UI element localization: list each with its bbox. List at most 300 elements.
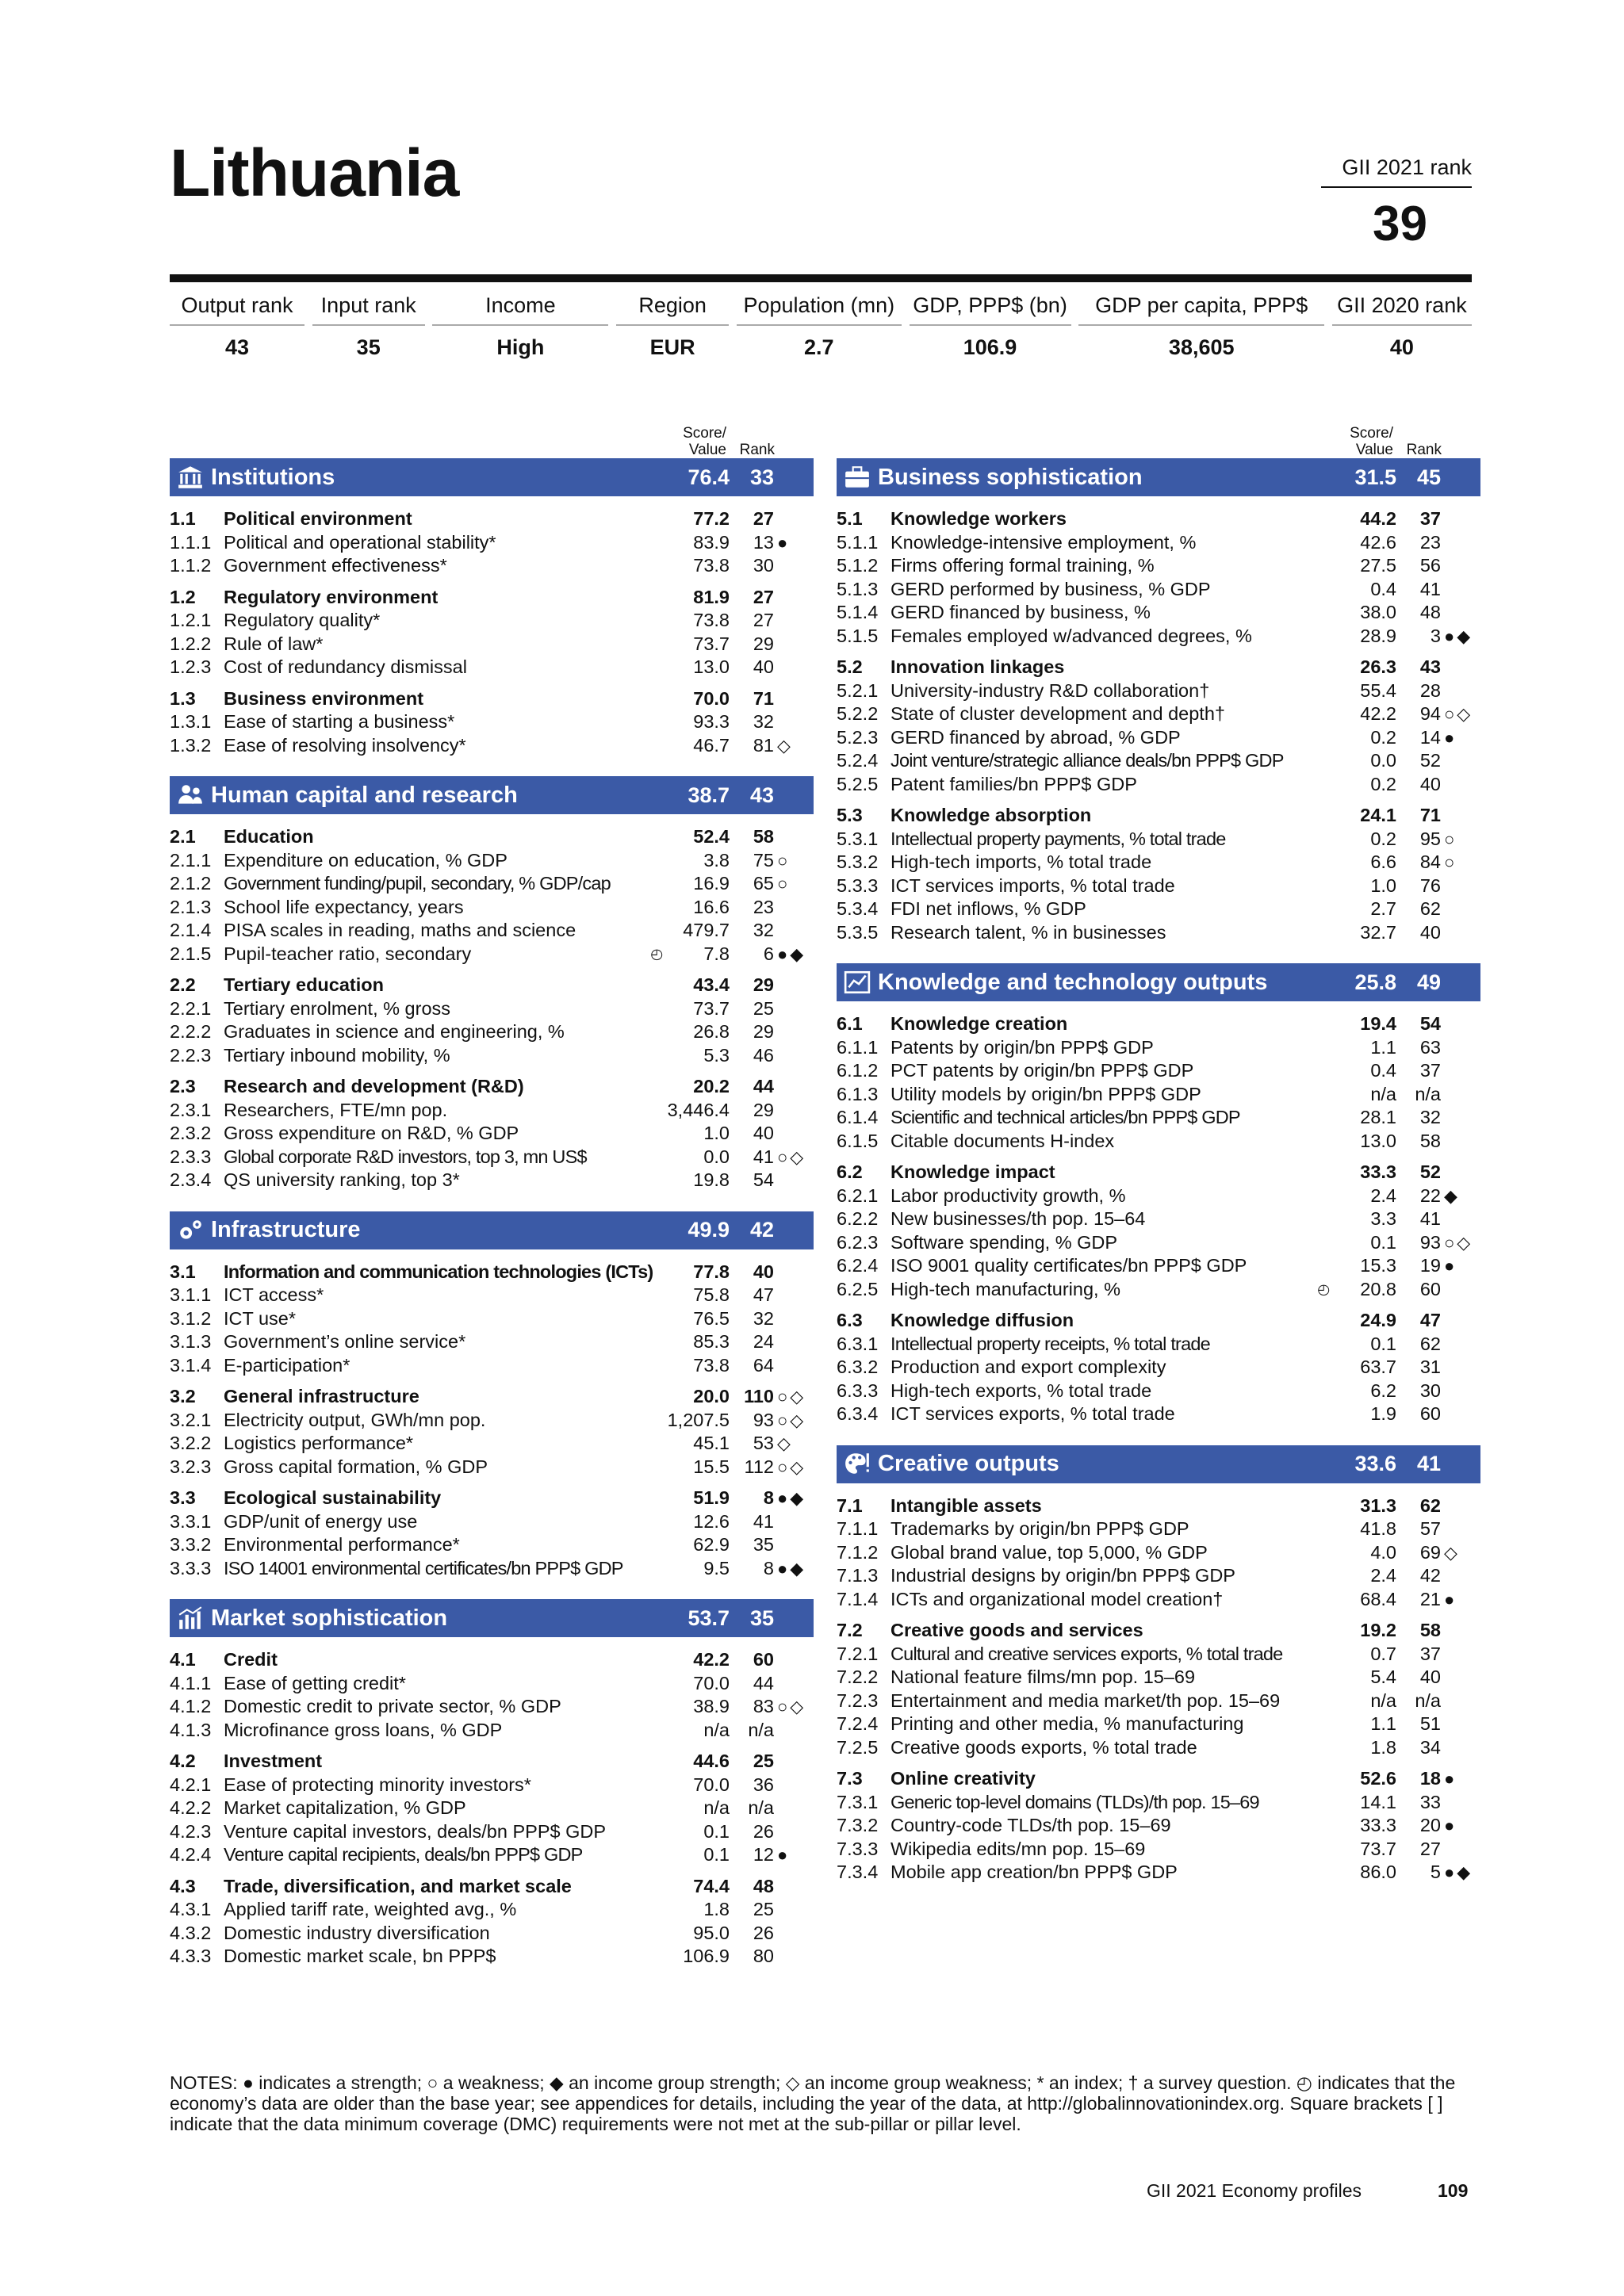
indicator-code: 5.1 — [837, 508, 863, 529]
indicator-code: 6.3.1 — [837, 1333, 879, 1354]
indicator-name: Firms offering formal training, % — [891, 555, 1155, 576]
indicator-name: Gross capital formation, % GDP — [224, 1456, 488, 1477]
pillar-header — [170, 1599, 814, 1637]
indicator-rank: 65 — [753, 873, 774, 894]
indicator-code: 4.3.3 — [170, 1946, 212, 1966]
indicator-name: Females employed w/advanced degrees, % — [891, 625, 1252, 646]
indicator-score: 15.3 — [1360, 1255, 1396, 1276]
indicator-score: 73.8 — [693, 1354, 730, 1376]
indicator-rank: 84 — [1419, 851, 1441, 872]
indicator-row — [170, 656, 814, 679]
indicator-score: 12.6 — [693, 1510, 730, 1532]
indicator-rank: 51 — [1419, 1713, 1441, 1734]
indicator-name: Market capitalization, % GDP — [224, 1797, 466, 1818]
indicator-code: 3.3.1 — [170, 1510, 212, 1532]
indicator-score: 73.7 — [693, 997, 730, 1019]
sub-pillar-row — [170, 1385, 814, 1409]
indicator-row — [837, 897, 1480, 921]
pillar-score: 33.6 — [1354, 1452, 1396, 1475]
indicator-score: 46.7 — [693, 734, 730, 756]
indicator-rank: 60 — [1419, 1278, 1441, 1299]
indicator-code: 3.3 — [170, 1487, 196, 1508]
indicator-score: 19.8 — [693, 1169, 730, 1190]
indicator-name: Domestic market scale, bn PPP$ — [224, 1946, 496, 1966]
indicator-score: 77.8 — [693, 1261, 730, 1282]
sub-pillar-row — [170, 507, 814, 531]
indicator-rank: 112 — [744, 1456, 774, 1477]
indicator-name: Microfinance gross loans, % GDP — [224, 1719, 503, 1740]
indicator-code: 6.1 — [837, 1013, 863, 1034]
indicator-row — [170, 1719, 814, 1743]
indicator-rank: 81 — [753, 734, 774, 756]
indicator-code: 6.1.2 — [837, 1060, 879, 1081]
sub-pillar-row — [170, 1261, 814, 1284]
indicator-code: 4.1 — [170, 1649, 196, 1670]
indicator-rank: 40 — [753, 656, 774, 677]
indicator-name: Software spending, % GDP — [891, 1231, 1118, 1253]
indicator-name: Gross expenditure on R&D, % GDP — [224, 1123, 519, 1143]
pillar-human_capital — [170, 776, 814, 1192]
indicator-row — [837, 625, 1480, 649]
indicator-rank: 32 — [1419, 1107, 1441, 1127]
indicator-score: 93.3 — [693, 711, 730, 732]
indicator-score: 479.7 — [683, 920, 730, 940]
indicator-row — [837, 1083, 1480, 1107]
pillar-score: 38.7 — [688, 783, 730, 807]
pillar-score: 76.4 — [688, 465, 730, 489]
indicator-rank: 37 — [1419, 1060, 1441, 1081]
pillar-name: Creative outputs — [878, 1451, 1059, 1476]
indicator-name: Applied tariff rate, weighted avg., % — [224, 1899, 517, 1919]
indicator-rank: n/a — [1415, 1689, 1441, 1711]
indicator-score: 0.1 — [703, 1844, 730, 1865]
summary-value: 35 — [356, 335, 381, 359]
indicator-code: 4.2.4 — [170, 1844, 212, 1865]
indicator-score: 0.2 — [1370, 726, 1396, 748]
indicator-code: 7.1.2 — [837, 1541, 879, 1563]
strength-weakness-marker: ● — [1444, 1589, 1457, 1609]
indicator-rank: 47 — [1419, 1310, 1441, 1330]
indicator-row — [170, 1099, 814, 1123]
summary-table — [170, 289, 1472, 360]
indicator-row — [837, 1736, 1480, 1760]
indicator-rank: 56 — [1419, 555, 1441, 576]
indicator-score: 20.0 — [693, 1386, 730, 1406]
indicator-score: 13.0 — [1360, 1130, 1396, 1151]
indicator-code: 5.1.5 — [837, 625, 879, 646]
indicator-name: High-tech exports, % total trade — [891, 1380, 1152, 1401]
strength-weakness-marker: ● — [1444, 1769, 1457, 1789]
sub-pillar-row — [170, 586, 814, 610]
indicator-name: GDP/unit of energy use — [224, 1510, 418, 1532]
indicator-score: 16.6 — [693, 896, 730, 917]
strength-weakness-marker: ○◇ — [777, 1697, 806, 1716]
pillar-name: Institutions — [211, 464, 335, 490]
summary-label: Input rank — [312, 289, 425, 326]
indicator-code: 7.2.4 — [837, 1713, 879, 1734]
indicator-rank: 40 — [753, 1123, 774, 1143]
indicator-rank: 62 — [1419, 1333, 1441, 1354]
indicator-name: University-industry R&D collaboration† — [891, 679, 1210, 701]
indicator-score: 0.4 — [1370, 578, 1396, 599]
summary-value: High — [496, 335, 545, 359]
pillar-institutions — [170, 458, 814, 757]
strength-weakness-marker: ● — [777, 1845, 791, 1865]
indicator-rank: 93 — [753, 1409, 774, 1430]
indicator-code: 7.2.2 — [837, 1667, 879, 1687]
indicator-name: Creative goods and services — [891, 1620, 1143, 1640]
summary-cell — [312, 289, 425, 360]
indicator-name: Generic top-level domains (TLDs)/th pop. 15–69 — [891, 1791, 1259, 1812]
indicator-row — [837, 851, 1480, 874]
indicator-rank: 58 — [1419, 1620, 1441, 1640]
indicator-code: 1.2.3 — [170, 656, 212, 677]
indicator-row — [170, 1409, 814, 1433]
indicator-row — [837, 578, 1480, 602]
indicator-rank: 71 — [753, 687, 774, 709]
indicator-score: 6.2 — [1370, 1380, 1396, 1401]
indicator-code: 5.2.1 — [837, 679, 879, 701]
indicator-row — [170, 849, 814, 873]
gii-rank-box — [1321, 155, 1472, 252]
indicator-score: 73.7 — [693, 633, 730, 654]
indicator-name: Tertiary education — [224, 974, 384, 995]
indicator-score: 20.8 — [1360, 1278, 1396, 1299]
indicator-rank: 48 — [753, 1875, 774, 1896]
summary-cell — [1332, 289, 1472, 360]
indicator-code: 5.2.2 — [837, 703, 879, 724]
indicator-code: 6.3 — [837, 1310, 863, 1330]
pillar-rank: 42 — [749, 1218, 774, 1242]
indicator-code: 1.2.1 — [170, 610, 212, 630]
indicator-name: Cultural and creative services exports, % total trade — [891, 1643, 1283, 1664]
indicator-rank: 40 — [1419, 921, 1441, 943]
indicator-row — [170, 1820, 814, 1844]
indicator-rank: 62 — [1419, 1494, 1441, 1516]
pillar-header — [170, 1211, 814, 1249]
indicator-rank: 75 — [753, 849, 774, 871]
indicator-score: 42.2 — [1360, 703, 1396, 724]
indicator-name: PCT patents by origin/bn PPP$ GDP — [891, 1060, 1194, 1081]
summary-label: GDP, PPP$ (bn) — [910, 289, 1071, 326]
indicator-rank: 40 — [753, 1261, 774, 1282]
indicator-rank: 54 — [1419, 1013, 1441, 1034]
indicator-name: Trademarks by origin/bn PPP$ GDP — [891, 1518, 1189, 1539]
indicator-rank: 27 — [753, 508, 774, 529]
strength-weakness-marker: ○ — [777, 850, 791, 871]
pillar-score: 49.9 — [688, 1218, 730, 1242]
indicator-name: Credit — [224, 1649, 278, 1670]
indicator-rank: 32 — [753, 920, 774, 940]
indicator-rank: 58 — [753, 826, 774, 847]
indicator-rank: 41 — [1419, 1208, 1441, 1229]
indicator-name: PISA scales in reading, maths and science — [224, 920, 576, 940]
indicator-rank: 25 — [753, 1751, 774, 1771]
indicator-name: School life expectancy, years — [224, 896, 464, 917]
indicator-score: 3,446.4 — [667, 1099, 730, 1120]
sub-pillar-row — [170, 1075, 814, 1099]
indicator-score: 44.6 — [693, 1751, 730, 1771]
indicator-rank: 83 — [753, 1696, 774, 1716]
indicator-code: 6.1.1 — [837, 1036, 879, 1058]
indicator-rank: n/a — [748, 1797, 774, 1818]
indicator-row — [170, 1510, 814, 1534]
indicator-code: 1.1.1 — [170, 531, 212, 553]
pillar-header — [170, 458, 814, 496]
indicator-name: Research talent, % in businesses — [891, 921, 1166, 943]
indicator-rank: 27 — [753, 610, 774, 630]
pillar-creative — [837, 1445, 1480, 1885]
indicator-row — [837, 1106, 1480, 1130]
indicator-rank: 58 — [1419, 1130, 1441, 1151]
indicator-code: 5.2.3 — [837, 726, 879, 748]
indicator-rank: 37 — [1419, 508, 1441, 529]
indicator-rank: 32 — [753, 711, 774, 732]
indicator-row — [837, 1712, 1480, 1736]
indicator-code: 5.2.4 — [837, 750, 879, 771]
indicator-rank: 27 — [1419, 1838, 1441, 1859]
indicator-score: 1.0 — [703, 1123, 730, 1143]
strength-weakness-marker: ○ — [1444, 852, 1457, 872]
indicator-name: ICT services exports, % total trade — [891, 1403, 1175, 1424]
indicator-score: 1.1 — [1370, 1713, 1396, 1734]
pillar-name: Business sophistication — [878, 464, 1143, 490]
indicator-code: 3.1.3 — [170, 1331, 212, 1352]
pillar-rank: 45 — [1416, 465, 1441, 489]
indicator-score: 32.7 — [1360, 921, 1396, 943]
indicator-name: Knowledge absorption — [891, 805, 1092, 825]
sub-pillar-row — [837, 1494, 1480, 1518]
indicator-code: 7.2.3 — [837, 1689, 879, 1711]
indicator-name: Country-code TLDs/th pop. 15–69 — [891, 1815, 1171, 1835]
pillar-name: Knowledge and technology outputs — [878, 969, 1268, 995]
pillar-name: Infrastructure — [211, 1217, 361, 1242]
indicator-rank: 29 — [753, 974, 774, 995]
indicator-score: 5.3 — [703, 1044, 730, 1066]
indicator-score: 0.2 — [1370, 773, 1396, 794]
indicator-code: 6.2 — [837, 1161, 863, 1182]
indicator-score: 16.9 — [693, 873, 730, 894]
indicator-code: 3.1.4 — [170, 1354, 212, 1376]
pillar-market — [170, 1599, 814, 1969]
indicator-rank: 21 — [1419, 1588, 1441, 1609]
palette-icon — [837, 1445, 878, 1483]
indicator-score: 70.0 — [693, 687, 730, 709]
indicator-code: 6.1.4 — [837, 1107, 879, 1127]
summary-value: 38,605 — [1168, 335, 1235, 359]
indicator-code: 2.2 — [170, 974, 196, 995]
indicator-rank: 40 — [1419, 773, 1441, 794]
indicator-code: 3.2.3 — [170, 1456, 212, 1477]
indicator-code: 7.3.4 — [837, 1862, 879, 1882]
indicator-rank: 52 — [1419, 1161, 1441, 1182]
indicator-row — [170, 1307, 814, 1331]
indicator-row — [170, 1169, 814, 1192]
indicator-code: 2.3.3 — [170, 1146, 212, 1167]
indicator-name: ISO 14001 environmental certificates/bn PPP$ GDP — [224, 1557, 623, 1578]
indicator-score: 15.5 — [693, 1456, 730, 1477]
indicator-code: 4.1.3 — [170, 1719, 212, 1740]
indicator-row — [170, 1797, 814, 1820]
indicator-name: High-tech manufacturing, % — [891, 1278, 1120, 1299]
briefcase-icon — [837, 458, 878, 496]
indicator-code: 5.3.3 — [837, 874, 879, 896]
sub-pillar-row — [170, 974, 814, 997]
indicator-code: 3.3.3 — [170, 1557, 212, 1578]
indicator-name: GERD performed by business, % GDP — [891, 578, 1211, 599]
indicator-code: 6.1.5 — [837, 1130, 879, 1151]
indicator-row — [170, 710, 814, 734]
indicator-code: 1.3.1 — [170, 711, 212, 732]
indicator-row — [170, 1330, 814, 1354]
indicator-score: 19.4 — [1360, 1013, 1396, 1034]
indicator-row — [837, 531, 1480, 555]
indicator-rank: 24 — [753, 1331, 774, 1352]
indicator-code: 4.2.3 — [170, 1820, 212, 1842]
indicator-name: General infrastructure — [224, 1386, 419, 1406]
right-column — [837, 423, 1480, 1904]
indicator-name: Citable documents H-index — [891, 1130, 1115, 1151]
indicator-name: Logistics performance* — [224, 1433, 414, 1453]
indicator-score: 68.4 — [1360, 1588, 1396, 1609]
indicator-score: n/a — [703, 1797, 730, 1818]
indicator-name: Scientific and technical articles/bn PPP$ GDP — [891, 1107, 1240, 1127]
indicator-rank: 44 — [753, 1076, 774, 1096]
indicator-name: Environmental performance* — [224, 1534, 460, 1555]
pillar-name: Market sophistication — [211, 1605, 448, 1631]
summary-cell — [1078, 289, 1324, 360]
pillar-header — [837, 963, 1480, 1001]
indicator-name: Knowledge creation — [891, 1013, 1068, 1034]
strength-weakness-marker: ○◇ — [1444, 1232, 1473, 1253]
indicator-rank: 29 — [753, 1021, 774, 1042]
strength-weakness-marker: ○◇ — [777, 1410, 806, 1430]
indicator-row — [170, 1774, 814, 1797]
strength-weakness-marker: ●◆ — [1444, 626, 1473, 646]
indicator-row — [170, 734, 814, 758]
summary-cell — [616, 289, 729, 360]
indicator-rank: 37 — [1419, 1643, 1441, 1664]
indicator-name: Rule of law* — [224, 633, 324, 654]
indicator-row — [837, 773, 1480, 797]
indicator-rank: 12 — [753, 1844, 774, 1865]
summary-label: GII 2020 rank — [1332, 289, 1472, 326]
indicator-rank: 110 — [744, 1386, 774, 1406]
sub-pillar-row — [837, 1161, 1480, 1184]
indicator-name: Political environment — [224, 508, 412, 529]
indicator-rank: 25 — [753, 1899, 774, 1919]
indicator-rank: 63 — [1419, 1036, 1441, 1058]
indicator-code: 2.1.1 — [170, 849, 212, 871]
indicator-rank: 20 — [1419, 1815, 1441, 1835]
indicator-code: 1.3 — [170, 687, 196, 709]
indicator-score: 7.8 — [703, 943, 730, 964]
left-column — [170, 423, 814, 1988]
indicator-score: 1.8 — [1370, 1736, 1396, 1758]
indicator-score: 73.8 — [693, 610, 730, 630]
indicator-rank: 27 — [753, 586, 774, 607]
indicator-row — [837, 702, 1480, 726]
indicator-score: 3.8 — [703, 849, 730, 871]
indicator-name: Ease of protecting minority investors* — [224, 1774, 531, 1795]
pillar-score: 25.8 — [1354, 970, 1396, 994]
indicator-score: 38.0 — [1360, 602, 1396, 622]
indicator-rank: 93 — [1419, 1231, 1441, 1253]
strength-weakness-marker: ○◇ — [1444, 704, 1473, 724]
indicator-score: 0.0 — [703, 1146, 730, 1167]
summary-label: Population (mn) — [737, 289, 902, 326]
indicator-rank: 57 — [1419, 1518, 1441, 1539]
indicator-row — [170, 1432, 814, 1456]
indicator-score: 24.1 — [1360, 805, 1396, 825]
indicator-row — [837, 1861, 1480, 1885]
strength-weakness-marker: ◇ — [1444, 1542, 1460, 1563]
indicator-name: Wikipedia edits/mn pop. 15–69 — [891, 1838, 1146, 1859]
indicator-row — [837, 1814, 1480, 1838]
indicator-name: Entertainment and media market/th pop. 15–69 — [891, 1689, 1281, 1711]
indicator-score: 52.6 — [1360, 1768, 1396, 1789]
strength-weakness-marker: ●◆ — [1444, 1862, 1473, 1882]
indicator-name: Trade, diversification, and market scale — [224, 1875, 572, 1896]
indicator-row — [170, 1146, 814, 1169]
indicator-rank: 41 — [1419, 578, 1441, 599]
footer-title: GII 2021 Economy profiles — [1147, 2180, 1362, 2201]
indicator-name: Regulatory quality* — [224, 610, 381, 630]
indicator-score: 2.4 — [1370, 1565, 1396, 1586]
pillar-rank: 41 — [1416, 1452, 1441, 1475]
indicator-rank: 60 — [1419, 1403, 1441, 1424]
trend-chart-icon — [837, 963, 878, 1001]
indicator-code: 7.2.1 — [837, 1643, 879, 1664]
indicator-row — [837, 679, 1480, 703]
indicator-code: 2.3 — [170, 1076, 196, 1096]
indicator-score: 38.9 — [693, 1696, 730, 1716]
indicator-code: 6.2.5 — [837, 1278, 879, 1299]
indicator-name: Knowledge-intensive employment, % — [891, 531, 1197, 553]
old-data-icon: ◴ — [650, 945, 663, 962]
score-header-1: Score/ — [683, 425, 726, 442]
indicator-code: 6.2.3 — [837, 1231, 879, 1253]
indicator-code: 3.1.1 — [170, 1284, 212, 1305]
pillar-infrastructure — [170, 1211, 814, 1581]
indicator-score: 0.0 — [1370, 750, 1396, 771]
indicator-name: Government’s online service* — [224, 1331, 466, 1352]
page-number: 109 — [1438, 2180, 1469, 2201]
indicator-code: 2.1.3 — [170, 896, 212, 917]
indicator-code: 2.1.2 — [170, 873, 212, 894]
indicator-code: 7.3.2 — [837, 1815, 879, 1835]
indicator-rank: 52 — [1419, 750, 1441, 771]
strength-weakness-marker: ○ — [1444, 828, 1457, 849]
indicator-rank: 23 — [1419, 531, 1441, 553]
indicator-name: Government funding/pupil, secondary, % GDP/cap — [224, 873, 611, 894]
indicator-row — [170, 1122, 814, 1146]
indicator-rank: 53 — [753, 1433, 774, 1453]
strength-weakness-marker: ● — [1444, 1816, 1457, 1835]
summary-value: 106.9 — [963, 335, 1017, 359]
indicator-score: 52.4 — [693, 826, 730, 847]
indicator-rank: 29 — [753, 1099, 774, 1120]
indicator-score: 28.9 — [1360, 625, 1396, 646]
indicator-code: 5.1.3 — [837, 578, 879, 599]
indicator-score: 5.4 — [1370, 1667, 1396, 1687]
indicator-name: Global brand value, top 5,000, % GDP — [891, 1541, 1208, 1563]
indicator-rank: 34 — [1419, 1736, 1441, 1758]
indicator-score: 74.4 — [693, 1875, 730, 1896]
indicator-name: Knowledge diffusion — [891, 1310, 1074, 1330]
pillar-score: 31.5 — [1354, 465, 1396, 489]
indicator-code: 4.2.2 — [170, 1797, 212, 1818]
